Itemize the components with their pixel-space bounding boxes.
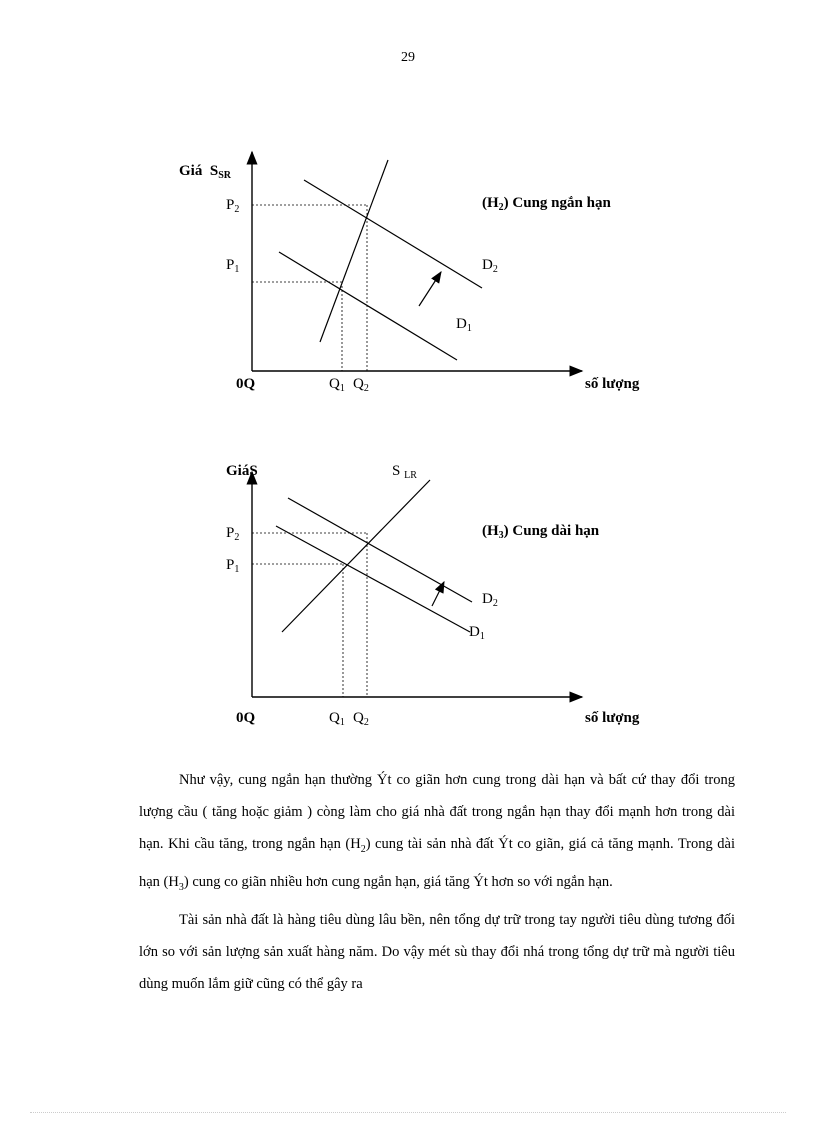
demand-d1-label: $D_1$: [469, 624, 485, 642]
price-p2-label: $P_2$: [226, 197, 240, 215]
price-p1-label: $P_1$: [226, 257, 240, 275]
quantity-q2-label: $Q_2$: [353, 376, 369, 394]
supply-curve-sr: [320, 160, 388, 342]
diagram-long-run-supply: [0, 460, 816, 760]
supply-lr-label: S $_{LR}$: [392, 463, 417, 481]
y-axis-label: GiáS: [226, 463, 258, 479]
footer-divider: [30, 1112, 786, 1113]
diagram-title: $(H_3)$ Cung dài hạn: [482, 523, 600, 541]
shift-arrow: [432, 582, 444, 606]
demand-curve-d1: [276, 526, 470, 632]
origin-label: 0Q: [236, 710, 256, 726]
body-text: [139, 764, 735, 1000]
quantity-q1-label: $Q_1$: [329, 376, 345, 394]
y-axis-label: Giá $S_{SR}$: [179, 163, 231, 181]
diagram-h3-graphic: [0, 460, 816, 760]
supply-curve-lr: [282, 480, 430, 632]
origin-label: 0Q: [236, 376, 256, 392]
paragraph-1: Như vậy, cung ngắn hạn thường Ýt co giãn hơn cung trong dài hạn và bất cứ thay đổi trong lượng cầu ( tăng hoặc giảm ) còng làm cho giá nhà đất trong ngắn hạn thay đổi mạnh hơn trong dài hạn. Khi cầu tăng, trong ngắn hạn $(H_2)$ cung tài sản nhà đất Ýt co giãn, giá cả tăng mạnh. Trong dài hạn $(H_3)$ cung co giãn nhiều hơn cung ngắn hạn, giá tăng Ýt hơn so với ngắn hạn.: [139, 772, 735, 893]
demand-curve-d2: [304, 180, 482, 288]
demand-d2-label: $D_2$: [482, 257, 498, 275]
page-number: 29: [401, 50, 415, 65]
demand-d2-label: $D_2$: [482, 591, 498, 609]
price-p2-label: $P_2$: [226, 525, 240, 543]
quantity-q1-label: $Q_1$: [329, 710, 345, 728]
shift-arrow: [419, 272, 441, 306]
paragraph-2: Tài sản nhà đất là hàng tiêu dùng lâu bền, nên tổng dự trữ trong tay người tiêu dùng tương đối lớn so với sản lượng sản xuất hàng năm. Do vậy mét sù thay đổi nhá trong tổng dự trữ mà người tiêu dùng muốn lắm giữ cũng có thể gây ra: [139, 911, 735, 992]
quantity-q2-label: $Q_2$: [353, 710, 369, 728]
demand-curve-d2: [288, 498, 472, 602]
x-axis-label: số lượng: [585, 376, 640, 392]
diagram-short-run-supply: [0, 140, 816, 440]
diagram-h2-graphic: [0, 140, 816, 440]
demand-curve-d1: [279, 252, 457, 360]
price-p1-label: $P_1$: [226, 557, 240, 575]
demand-d1-label: $D_1$: [456, 316, 472, 334]
diagram-title: $(H_2)$ Cung ngắn hạn: [482, 195, 611, 213]
x-axis-label: số lượng: [585, 710, 640, 726]
